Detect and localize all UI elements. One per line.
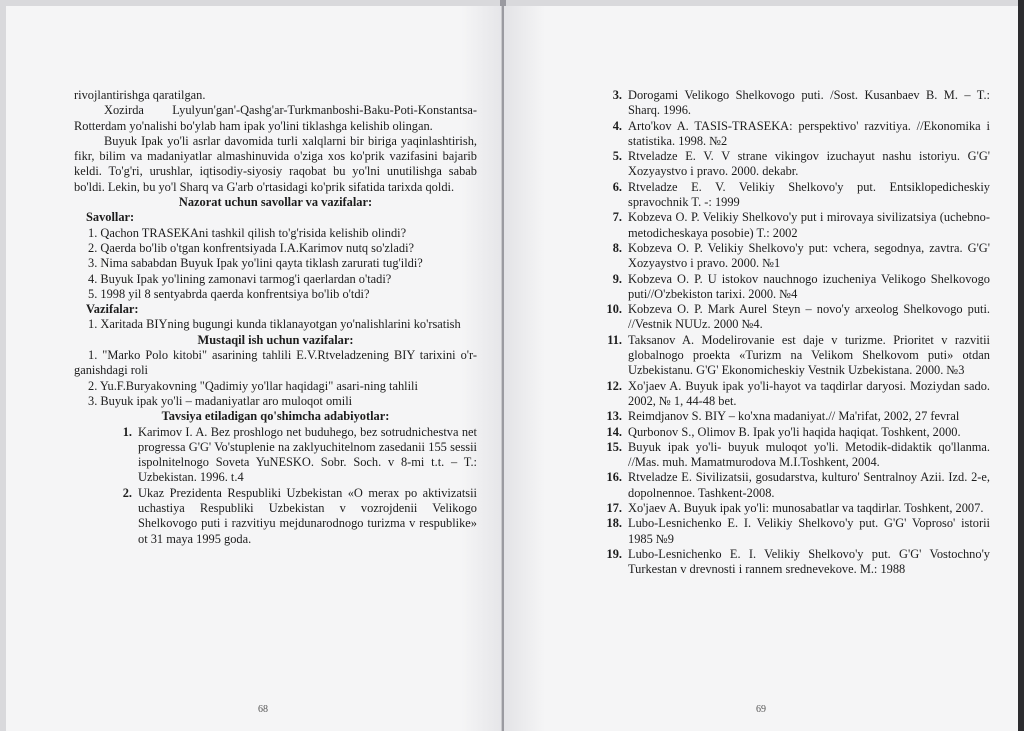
literature-text: Kobzeva O. P. Mark Aurel Steyn – novo'y arxeolog Shelkovogo puti. //Vestnik NUUz. 2000 №4. — [628, 302, 990, 332]
literature-text: Xo'jaev A. Buyuk ipak yo'li: munosabatlar va taqdirlar. Toshkent, 2007. — [628, 501, 984, 516]
question-item: 1. Qachon TRASEKAni tashkil qilish to'g'risida kelishib olindi? — [88, 225, 407, 240]
right-page — [504, 6, 1018, 731]
literature-text: Taksanov A. Modelirovanie est daje v turizme. Prioritet v razvitii globalnogo proekta «Turizm na Velikom Shelkovom puti» otdan Uzbekistanu. G'G' Ekonomicheskiy Vestnik Uzbekistana. 2000. №3 — [628, 332, 990, 378]
literature-number: 7. — [612, 210, 622, 225]
literature-text: Qurbonov S., Olimov B. Ipak yo'li haqida haqiqat. Toshkent, 2000. — [628, 424, 961, 439]
literature-item — [102, 425, 477, 486]
literature-item — [592, 241, 990, 272]
literature-text: Lubo-Lesnichenko E. I. Velikiy Shelkovo'y put. G'G' Voproso' istorii 1985 №9 — [628, 516, 990, 546]
literature-number: 18. — [606, 516, 622, 531]
literature-number: 15. — [606, 439, 622, 454]
paragraph-2: Buyuk Ipak yo'li asrlar davomida turli xalqlarni bir biriga yaqinlashtirish, fikr, bilim va madaniyatlar almashinuvida o'ziga xos ko'prik vazifasini bajarib keldi. To'g'ri, urushlar, iqtisodiy-siyosiy raqobat bu yo'lni unutilishga sabab bo'ldi. Lekin, bu yo'l Sharq va G'arb o'rtasidagi ko'prik sifatida tarixda qoldi. — [74, 133, 477, 194]
independent-task-item: 2. Yu.F.Buryakovning "Qadimiy yo'llar haqidagi" asari-ning tahlili — [88, 378, 418, 393]
literature-number: 1. — [122, 424, 132, 439]
literature-text: Arto'kov A. TASIS-TRASEKA: perspektivo' razvitiya. //Ekonomika i statistika. 1998. №2 — [628, 118, 990, 148]
literature-text: Kobzeva O. P. Velikiy Shelkovo'y put: vchera, segodnya, zavtra. G'G' Xozyaystvo i pravo. 2000. №1 — [628, 240, 990, 271]
literature-number: 10. — [606, 302, 622, 317]
page-number: 68 — [258, 703, 268, 715]
independent-task-item: 1. "Marko Polo kitobi" asarining tahlili E.V.Rtveladzening BIY tarixini o'r-ganishdagi roli — [74, 348, 477, 378]
literature-item — [592, 302, 990, 333]
heading-recommended-literature: Tavsiya etiladigan qo'shimcha adabiyotlar: — [161, 409, 390, 424]
question-item: 5. 1998 yil 8 sentyabrda qaerda konfrentsiya bo'lib o'tdi? — [88, 286, 370, 301]
heading-independent-work: Mustaqil ish uchun vazifalar: — [197, 332, 354, 347]
questions-list — [74, 226, 477, 302]
intro-line: rivojlantirishga qaratilgan. — [74, 88, 206, 102]
literature-number: 14. — [606, 424, 622, 439]
question-item: 4. Buyuk Ipak yo'lining zamonavi tarmog'i qaerlardan o'tadi? — [88, 271, 392, 286]
literature-number: 6. — [612, 179, 622, 194]
literature-number: 4. — [612, 118, 622, 133]
literature-number: 2. — [122, 485, 132, 500]
literature-list-right — [592, 88, 990, 578]
literature-item — [592, 501, 990, 516]
literature-number: 9. — [612, 271, 622, 286]
literature-item — [102, 486, 477, 547]
question-item: 3. Nima sababdan Buyuk Ipak yo'lini qayta tiklash zarurati tug'ildi? — [88, 256, 423, 271]
literature-list-left — [102, 425, 477, 547]
literature-item — [592, 88, 990, 119]
literature-number: 16. — [606, 470, 622, 485]
scan-edge — [1018, 0, 1024, 731]
literature-text: Buyuk ipak yo'li- buyuk muloqot yo'li. Metodik-didaktik qo'llanma. //Mas. muh. Mamatmurodova M.I.Toshkent, 2004. — [628, 439, 990, 470]
literature-item — [592, 333, 990, 379]
literature-number: 19. — [606, 546, 622, 561]
independent-tasks-list — [74, 348, 477, 409]
literature-text: Kobzeva O. P. U istokov nauchnogo izucheniya Velikogo Shelkovogo puti//O'zbekiston tarixi. 2000. №4 — [628, 271, 990, 301]
literature-number: 11. — [607, 332, 622, 347]
question-item: 2. Qaerda bo'lib o'tgan konfrentsiyada I.A.Karimov nutq so'zladi? — [88, 240, 415, 255]
page-number: 69 — [756, 703, 766, 715]
literature-item — [592, 440, 990, 471]
tasks-label: Vazifalar: — [86, 302, 139, 317]
paragraph-1: Xozirda Lyulyun'gan'-Qashg'ar-Turkmanboshi-Baku-Poti-Konstantsa-Rotterdam yo'nalishi bo'ylab ham ipak yo'lini tiklashga kelishib olingan. — [74, 103, 477, 133]
literature-item — [592, 425, 990, 440]
literature-text: Rtveladze E. V. V strane vikingov izuchayut nashu istoriyu. G'G' Xozyaystvo i pravo. 2000. dekabr. — [628, 149, 990, 179]
literature-item — [592, 149, 990, 180]
literature-text: Karimov I. A. Bez proshlogo net buduhego, bez sotrudnichestva net progressa G'G' Vo'stuplenie na zaklyuchitelnom zasedanii 155 sessii ispolnitelnogo Soveta YuNESKO. Sobr. Soch. v 8-mi t.t. – T.: Uzbekistan. 1996. t.4 — [138, 424, 477, 485]
literature-text: Dorogami Velikogo Shelkovogo puti. /Sost. Kusanbaev B. M. – T.: Sharq. 1996. — [628, 88, 990, 118]
literature-item — [592, 547, 990, 578]
literature-item — [592, 470, 990, 501]
literature-item — [592, 409, 990, 424]
literature-number: 12. — [606, 378, 622, 393]
literature-item — [592, 119, 990, 150]
independent-task-item: 3. Buyuk ipak yo'li – madaniyatlar aro muloqot omili — [88, 393, 353, 408]
literature-item — [592, 516, 990, 547]
literature-text: Xo'jaev A. Buyuk ipak yo'li-hayot va taqdirlar daryosi. Moziydan sado. 2002, № 1, 44-48 bet. — [628, 378, 990, 408]
task-item: 1. Xaritada BIYning bugungi kunda tiklanayotgan yo'nalishlarini ko'rsatish — [88, 317, 461, 332]
questions-label: Savollar: — [86, 210, 135, 225]
literature-text: Rtveladze E. V. Velikiy Shelkovo'y put. Entsiklopedicheskiy spravochnik T. -: 1999 — [628, 179, 990, 210]
literature-text: Rtveladze E. Sivilizatsii, gosudarstva, kulturo' Sentralnoy Azii. Izd. 2-e, dopolnennoe. Tashkent-2008. — [628, 470, 990, 500]
literature-item — [592, 180, 990, 211]
literature-number: 17. — [606, 501, 622, 516]
literature-number: 3. — [612, 88, 622, 102]
left-page — [6, 6, 502, 731]
literature-number: 13. — [606, 409, 622, 424]
heading-control-questions: Nazorat uchun savollar va vazifalar: — [178, 195, 373, 210]
literature-number: 8. — [612, 240, 622, 255]
literature-item — [592, 272, 990, 303]
literature-item — [592, 210, 990, 241]
literature-text: Reimdjanov S. BIY – ko'xna madaniyat.// Ma'rifat, 2002, 27 fevral — [628, 409, 960, 424]
literature-text: Kobzeva O. P. Velikiy Shelkovo'y put i mirovaya sivilizatsiya (uchebno-metodicheskaya posobie) T.: 2002 — [628, 210, 990, 240]
literature-number: 5. — [612, 149, 622, 164]
literature-item — [592, 379, 990, 410]
literature-text: Lubo-Lesnichenko E. I. Velikiy Shelkovo'y put. G'G' Vostochno'y Turkestan v drevnosti i rannem srednevekove. M.: 1988 — [628, 546, 990, 577]
literature-text: Ukaz Prezidenta Respubliki Uzbekistan «O merax po aktivizatsii uchastiya Respubliki Uzbekistan v vozrojdenii Velikogo Shelkovogo puti i razvitiyu mejdunarodnogo turizma v respublike» ot 31 maya 1995 goda. — [138, 485, 477, 546]
